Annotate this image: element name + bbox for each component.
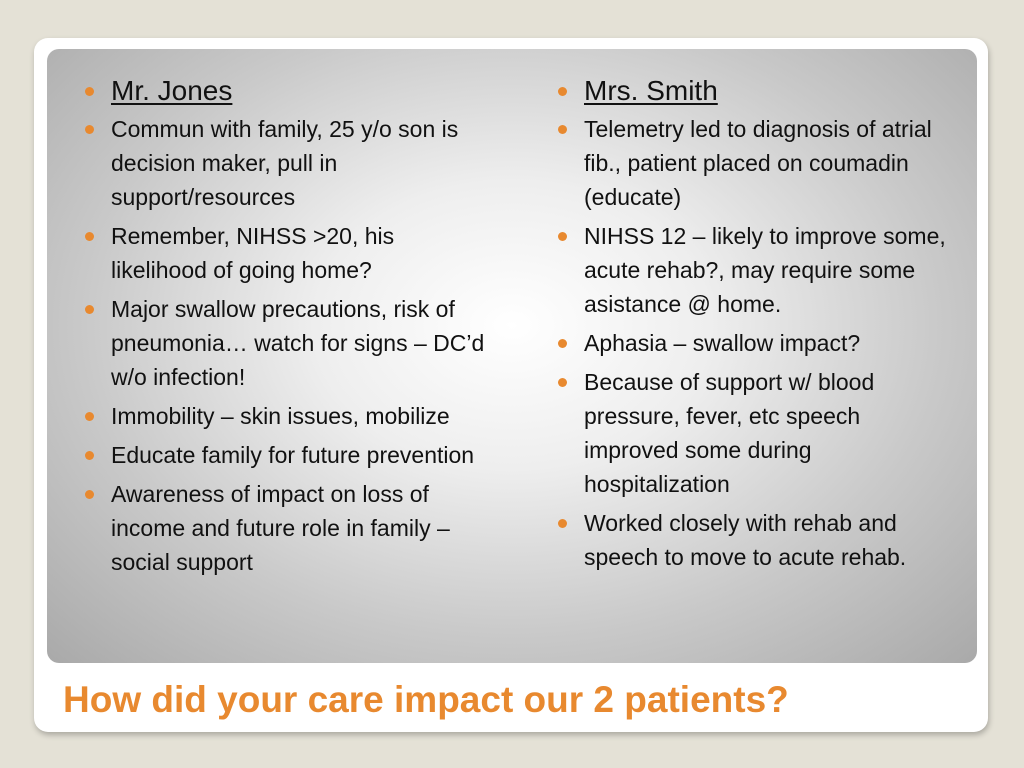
list-item	[558, 326, 958, 360]
list-item-text: Major swallow precautions, risk of pneumonia… watch for signs – DC’d w/o infection!	[111, 296, 485, 390]
bullet-icon	[85, 232, 94, 241]
list-item	[85, 399, 495, 433]
list-item	[558, 365, 958, 501]
list-item-text: Immobility – skin issues, mobilize	[111, 403, 450, 429]
bullet-icon	[558, 339, 567, 348]
list-item-text: Worked closely with rehab and speech to move to acute rehab.	[584, 510, 907, 570]
bullet-icon	[85, 412, 94, 421]
bullet-icon	[558, 87, 567, 96]
list-item-text: Remember, NIHSS >20, his likelihood of going home?	[111, 223, 395, 283]
list-item-text: Telemetry led to diagnosis of atrial fib., patient placed on coumadin (educate)	[584, 116, 932, 210]
list-item-text: Commun with family, 25 y/o son is decision maker, pull in support/resources	[111, 116, 459, 210]
right-column-heading: Mrs. Smith	[584, 75, 718, 106]
list-item	[85, 112, 495, 214]
bullet-icon	[85, 125, 94, 134]
list-item-heading	[558, 72, 958, 110]
list-item	[85, 219, 495, 287]
list-item-text: Because of support w/ blood pressure, fever, etc speech improved some during hospitalization	[584, 369, 875, 497]
list-item-text: NIHSS 12 – likely to improve some, acute rehab?, may require some asistance @ home.	[584, 223, 946, 317]
list-item	[85, 438, 495, 472]
list-item-text: Aphasia – swallow impact?	[584, 330, 861, 356]
list-item-text: Educate family for future prevention	[111, 442, 475, 468]
left-column-heading: Mr. Jones	[111, 75, 233, 106]
list-item	[85, 292, 495, 394]
slide-title: How did your care impact our 2 patients?	[63, 679, 789, 720]
bullet-icon	[85, 87, 94, 96]
left-column-mr-jones	[85, 72, 495, 584]
list-item-heading	[85, 72, 495, 110]
right-column-mrs-smith	[558, 72, 958, 579]
bullet-icon	[85, 305, 94, 314]
bullet-icon	[558, 519, 567, 528]
list-item	[558, 112, 958, 214]
bullet-icon	[85, 490, 94, 499]
list-item	[558, 506, 958, 574]
bullet-icon	[85, 451, 94, 460]
bullet-icon	[558, 232, 567, 241]
list-item	[85, 477, 495, 579]
bullet-icon	[558, 125, 567, 134]
bullet-icon	[558, 378, 567, 387]
list-item-text: Awareness of impact on loss of income and future role in family – social support	[111, 481, 450, 575]
list-item	[558, 219, 958, 321]
